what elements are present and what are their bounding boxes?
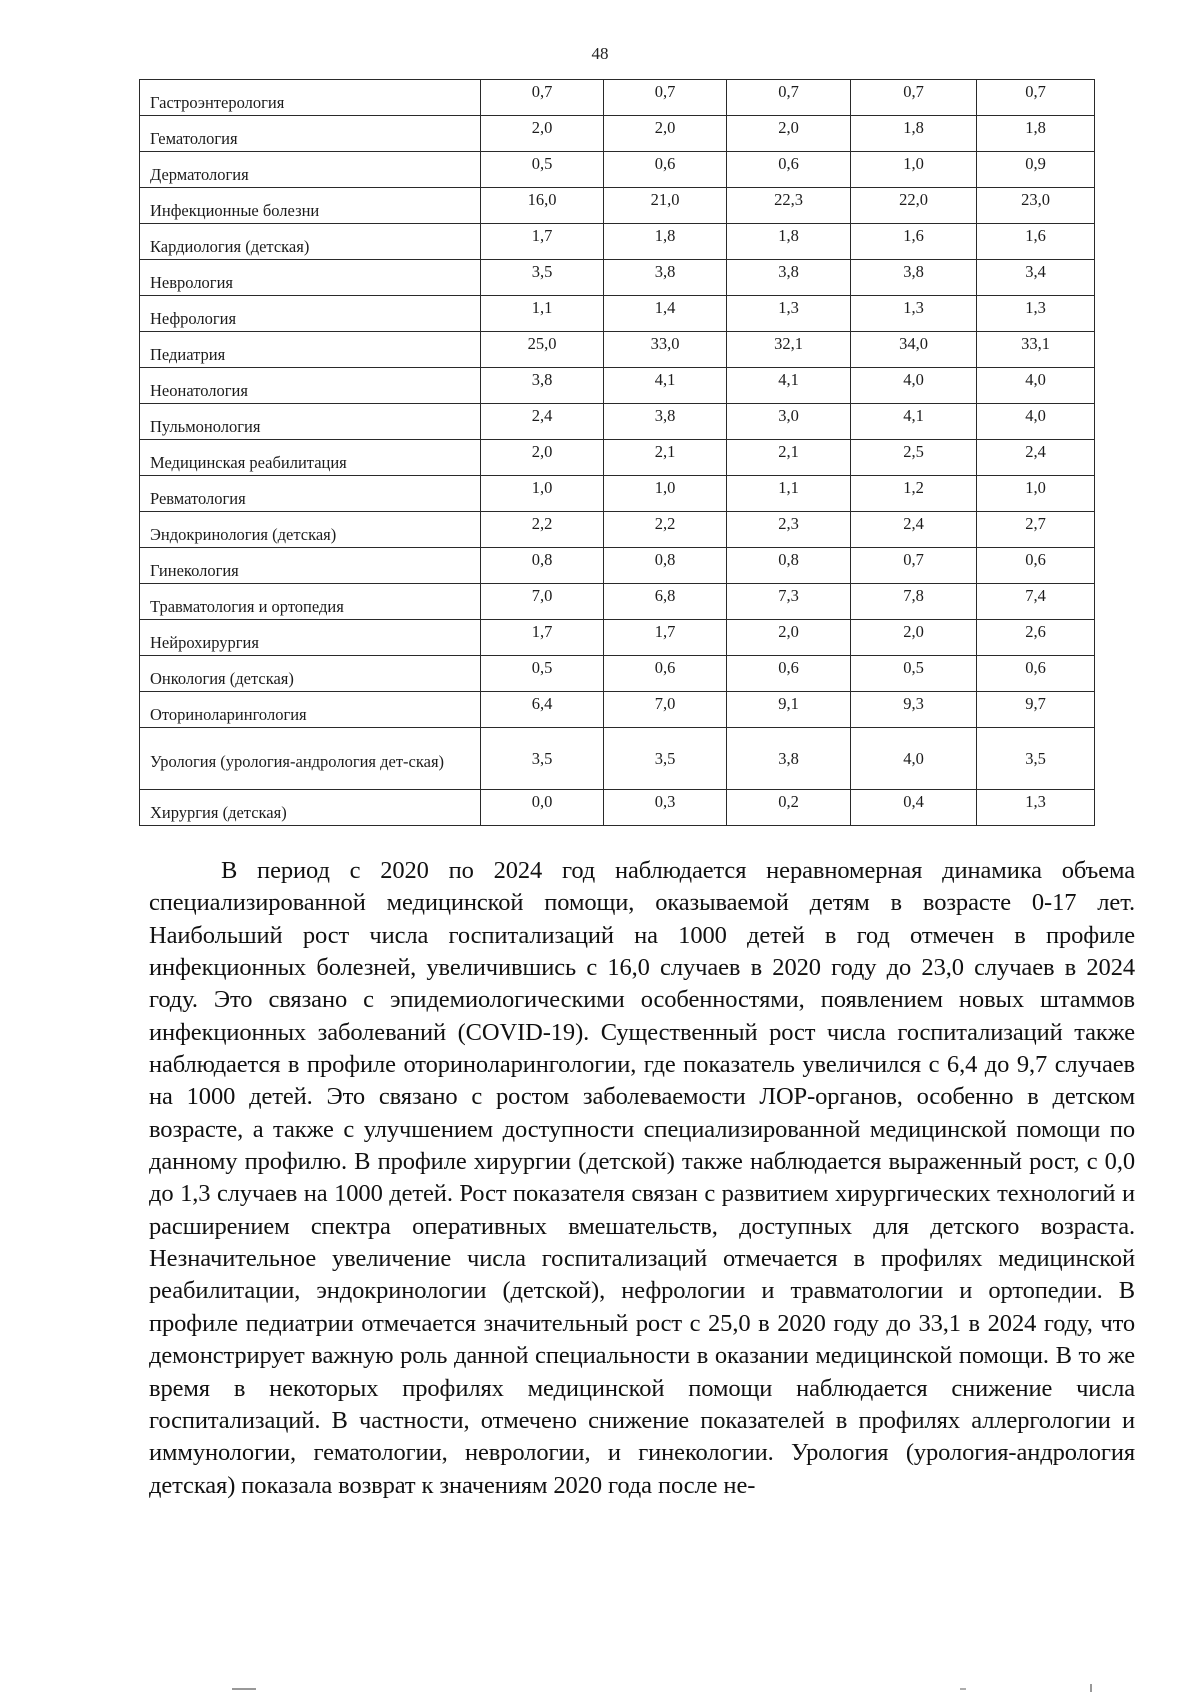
table-row <box>140 368 1095 404</box>
table-row <box>140 188 1095 224</box>
value-cell: 34,0 <box>851 332 977 368</box>
value-cell: 9,3 <box>851 692 977 728</box>
profile-cell: Пульмонология <box>140 404 481 440</box>
value-cell: 0,9 <box>977 152 1095 188</box>
value-cell: 1,6 <box>977 224 1095 260</box>
table-row <box>140 512 1095 548</box>
value-cell: 1,3 <box>727 296 851 332</box>
value-cell: 0,6 <box>604 152 727 188</box>
table-row <box>140 296 1095 332</box>
scan-artifact <box>232 1688 256 1690</box>
table-row <box>140 80 1095 116</box>
value-cell: 3,8 <box>727 728 851 790</box>
value-cell: 1,0 <box>481 476 604 512</box>
value-cell: 1,3 <box>851 296 977 332</box>
value-cell: 0,5 <box>481 656 604 692</box>
value-cell: 2,1 <box>727 440 851 476</box>
table-row <box>140 440 1095 476</box>
value-cell: 3,5 <box>977 728 1095 790</box>
value-cell: 4,1 <box>604 368 727 404</box>
value-cell: 4,1 <box>727 368 851 404</box>
value-cell: 7,4 <box>977 584 1095 620</box>
value-cell: 2,2 <box>604 512 727 548</box>
value-cell: 0,7 <box>977 80 1095 116</box>
value-cell: 1,8 <box>727 224 851 260</box>
value-cell: 0,0 <box>481 790 604 826</box>
profile-cell: Гематология <box>140 116 481 152</box>
hospitalization-table <box>139 79 1095 826</box>
profile-cell: Неонатология <box>140 368 481 404</box>
value-cell: 4,1 <box>851 404 977 440</box>
value-cell: 1,2 <box>851 476 977 512</box>
value-cell: 33,0 <box>604 332 727 368</box>
value-cell: 7,0 <box>604 692 727 728</box>
value-cell: 3,4 <box>977 260 1095 296</box>
value-cell: 3,8 <box>481 368 604 404</box>
value-cell: 2,4 <box>851 512 977 548</box>
value-cell: 0,6 <box>977 548 1095 584</box>
value-cell: 7,0 <box>481 584 604 620</box>
value-cell: 4,0 <box>977 404 1095 440</box>
value-cell: 1,1 <box>481 296 604 332</box>
value-cell: 6,4 <box>481 692 604 728</box>
value-cell: 1,1 <box>727 476 851 512</box>
value-cell: 1,8 <box>604 224 727 260</box>
value-cell: 2,2 <box>481 512 604 548</box>
profile-cell: Педиатрия <box>140 332 481 368</box>
value-cell: 7,3 <box>727 584 851 620</box>
profile-cell: Гастроэнтерология <box>140 80 481 116</box>
value-cell: 0,7 <box>727 80 851 116</box>
table-row <box>140 790 1095 826</box>
value-cell: 0,6 <box>977 656 1095 692</box>
value-cell: 0,7 <box>481 80 604 116</box>
value-cell: 1,7 <box>604 620 727 656</box>
value-cell: 0,5 <box>851 656 977 692</box>
value-cell: 0,8 <box>604 548 727 584</box>
value-cell: 0,5 <box>481 152 604 188</box>
value-cell: 3,0 <box>727 404 851 440</box>
value-cell: 1,0 <box>851 152 977 188</box>
value-cell: 0,8 <box>727 548 851 584</box>
scan-artifact <box>1090 1684 1092 1692</box>
value-cell: 1,7 <box>481 620 604 656</box>
value-cell: 2,0 <box>481 440 604 476</box>
value-cell: 0,6 <box>604 656 727 692</box>
value-cell: 16,0 <box>481 188 604 224</box>
value-cell: 2,4 <box>977 440 1095 476</box>
table-row <box>140 260 1095 296</box>
value-cell: 22,0 <box>851 188 977 224</box>
value-cell: 9,7 <box>977 692 1095 728</box>
value-cell: 2,6 <box>977 620 1095 656</box>
value-cell: 0,2 <box>727 790 851 826</box>
value-cell: 1,7 <box>481 224 604 260</box>
table-row <box>140 224 1095 260</box>
value-cell: 2,3 <box>727 512 851 548</box>
value-cell: 2,0 <box>727 116 851 152</box>
value-cell: 21,0 <box>604 188 727 224</box>
table-row <box>140 620 1095 656</box>
profile-cell: Ревматология <box>140 476 481 512</box>
table-row <box>140 332 1095 368</box>
value-cell: 1,6 <box>851 224 977 260</box>
profile-cell: Оториноларингология <box>140 692 481 728</box>
value-cell: 0,7 <box>851 80 977 116</box>
table-row <box>140 152 1095 188</box>
profile-cell: Хирургия (детская) <box>140 790 481 826</box>
table-row <box>140 116 1095 152</box>
value-cell: 2,0 <box>851 620 977 656</box>
table-row <box>140 728 1095 790</box>
value-cell: 6,8 <box>604 584 727 620</box>
value-cell: 2,5 <box>851 440 977 476</box>
value-cell: 3,8 <box>604 404 727 440</box>
value-cell: 4,0 <box>851 368 977 404</box>
value-cell: 0,8 <box>481 548 604 584</box>
value-cell: 23,0 <box>977 188 1095 224</box>
value-cell: 9,1 <box>727 692 851 728</box>
profile-cell: Онкология (детская) <box>140 656 481 692</box>
value-cell: 2,4 <box>481 404 604 440</box>
value-cell: 1,8 <box>977 116 1095 152</box>
value-cell: 3,5 <box>481 260 604 296</box>
profile-cell: Эндокринология (детская) <box>140 512 481 548</box>
table-row <box>140 476 1095 512</box>
value-cell: 4,0 <box>977 368 1095 404</box>
table-row <box>140 404 1095 440</box>
value-cell: 1,8 <box>851 116 977 152</box>
profile-cell: Нефрология <box>140 296 481 332</box>
profile-cell: Урология (урология-андрология дет-ская) <box>140 728 481 790</box>
value-cell: 2,1 <box>604 440 727 476</box>
value-cell: 3,8 <box>727 260 851 296</box>
value-cell: 2,0 <box>604 116 727 152</box>
profile-cell: Дерматология <box>140 152 481 188</box>
value-cell: 3,8 <box>851 260 977 296</box>
value-cell: 33,1 <box>977 332 1095 368</box>
value-cell: 1,3 <box>977 296 1095 332</box>
body-paragraph: В период с 2020 по 2024 год наблюдается неравномерная динамика объема специализированной медицинской помощи, оказываемой детям в возрасте 0-17 лет. Наибольший рост числа госпитализаций на 1000 детей в год отмечен в профиле инфекционных болезней, увеличившись с 16,0 случаев в 2020 году до 23,0 случаев в 2024 году. Это связано с эпидемиологическими особенностями, появлением новых штаммов инфекционных заболеваний (COVID-19). Существенный рост числа госпитализаций также наблюдается в профиле оториноларингологии, где показатель увеличился с 6,4 до 9,7 случаев на 1000 детей. Это связано с ростом заболеваемости ЛОР-органов, особенно в детском возрасте, а также с улучшением доступности специализированной медицинской помощи по данному профилю. В профиле хирургии (детской) также наблюдается выраженный рост, с 0,0 до 1,3 случаев на 1000 детей. Рост показателя связан с развитием хирургических технологий и расширением спектра оперативных вмешательств, доступных для детского возраста. Незначительное увеличение числа госпитализаций отмечается в профилях медицинской реабилитации, эндокринологии (детской), нефрологии и травматологии и ортопедии. В профиле педиатрии отмечается значительный рост с 25,0 в 2020 году до 33,1 в 2024 году, что демонстрирует важную роль данной специальности в оказании медицинской помощи. В то же время в некоторых профилях медицинской помощи наблюдается снижение числа госпитализаций. В частности, отмечено снижение показателей в профилях аллергологии и иммунологии, гематологии, неврологии, и гинекологии. Урология (урология-андрология детская) показала возврат к значениям 2020 года после не- <box>149 857 1135 1499</box>
value-cell: 3,5 <box>481 728 604 790</box>
value-cell: 2,7 <box>977 512 1095 548</box>
profile-cell: Кардиология (детская) <box>140 224 481 260</box>
profile-cell: Нейрохирургия <box>140 620 481 656</box>
value-cell: 3,8 <box>604 260 727 296</box>
value-cell: 3,5 <box>604 728 727 790</box>
profile-cell: Травматология и ортопедия <box>140 584 481 620</box>
value-cell: 0,6 <box>727 656 851 692</box>
value-cell: 22,3 <box>727 188 851 224</box>
value-cell: 0,7 <box>851 548 977 584</box>
page-number: 48 <box>591 44 609 63</box>
value-cell: 32,1 <box>727 332 851 368</box>
value-cell: 2,0 <box>727 620 851 656</box>
value-cell: 1,3 <box>977 790 1095 826</box>
value-cell: 0,7 <box>604 80 727 116</box>
profile-cell: Медицинская реабилитация <box>140 440 481 476</box>
value-cell: 25,0 <box>481 332 604 368</box>
value-cell: 0,6 <box>727 152 851 188</box>
value-cell: 2,0 <box>481 116 604 152</box>
profile-cell: Неврология <box>140 260 481 296</box>
value-cell: 1,4 <box>604 296 727 332</box>
value-cell: 7,8 <box>851 584 977 620</box>
table-row <box>140 548 1095 584</box>
value-cell: 0,3 <box>604 790 727 826</box>
table-row <box>140 692 1095 728</box>
profile-cell: Гинекология <box>140 548 481 584</box>
value-cell: 1,0 <box>977 476 1095 512</box>
table-row <box>140 584 1095 620</box>
value-cell: 4,0 <box>851 728 977 790</box>
table-row <box>140 656 1095 692</box>
scan-artifact <box>960 1688 966 1690</box>
profile-cell: Инфекционные болезни <box>140 188 481 224</box>
value-cell: 0,4 <box>851 790 977 826</box>
value-cell: 1,0 <box>604 476 727 512</box>
